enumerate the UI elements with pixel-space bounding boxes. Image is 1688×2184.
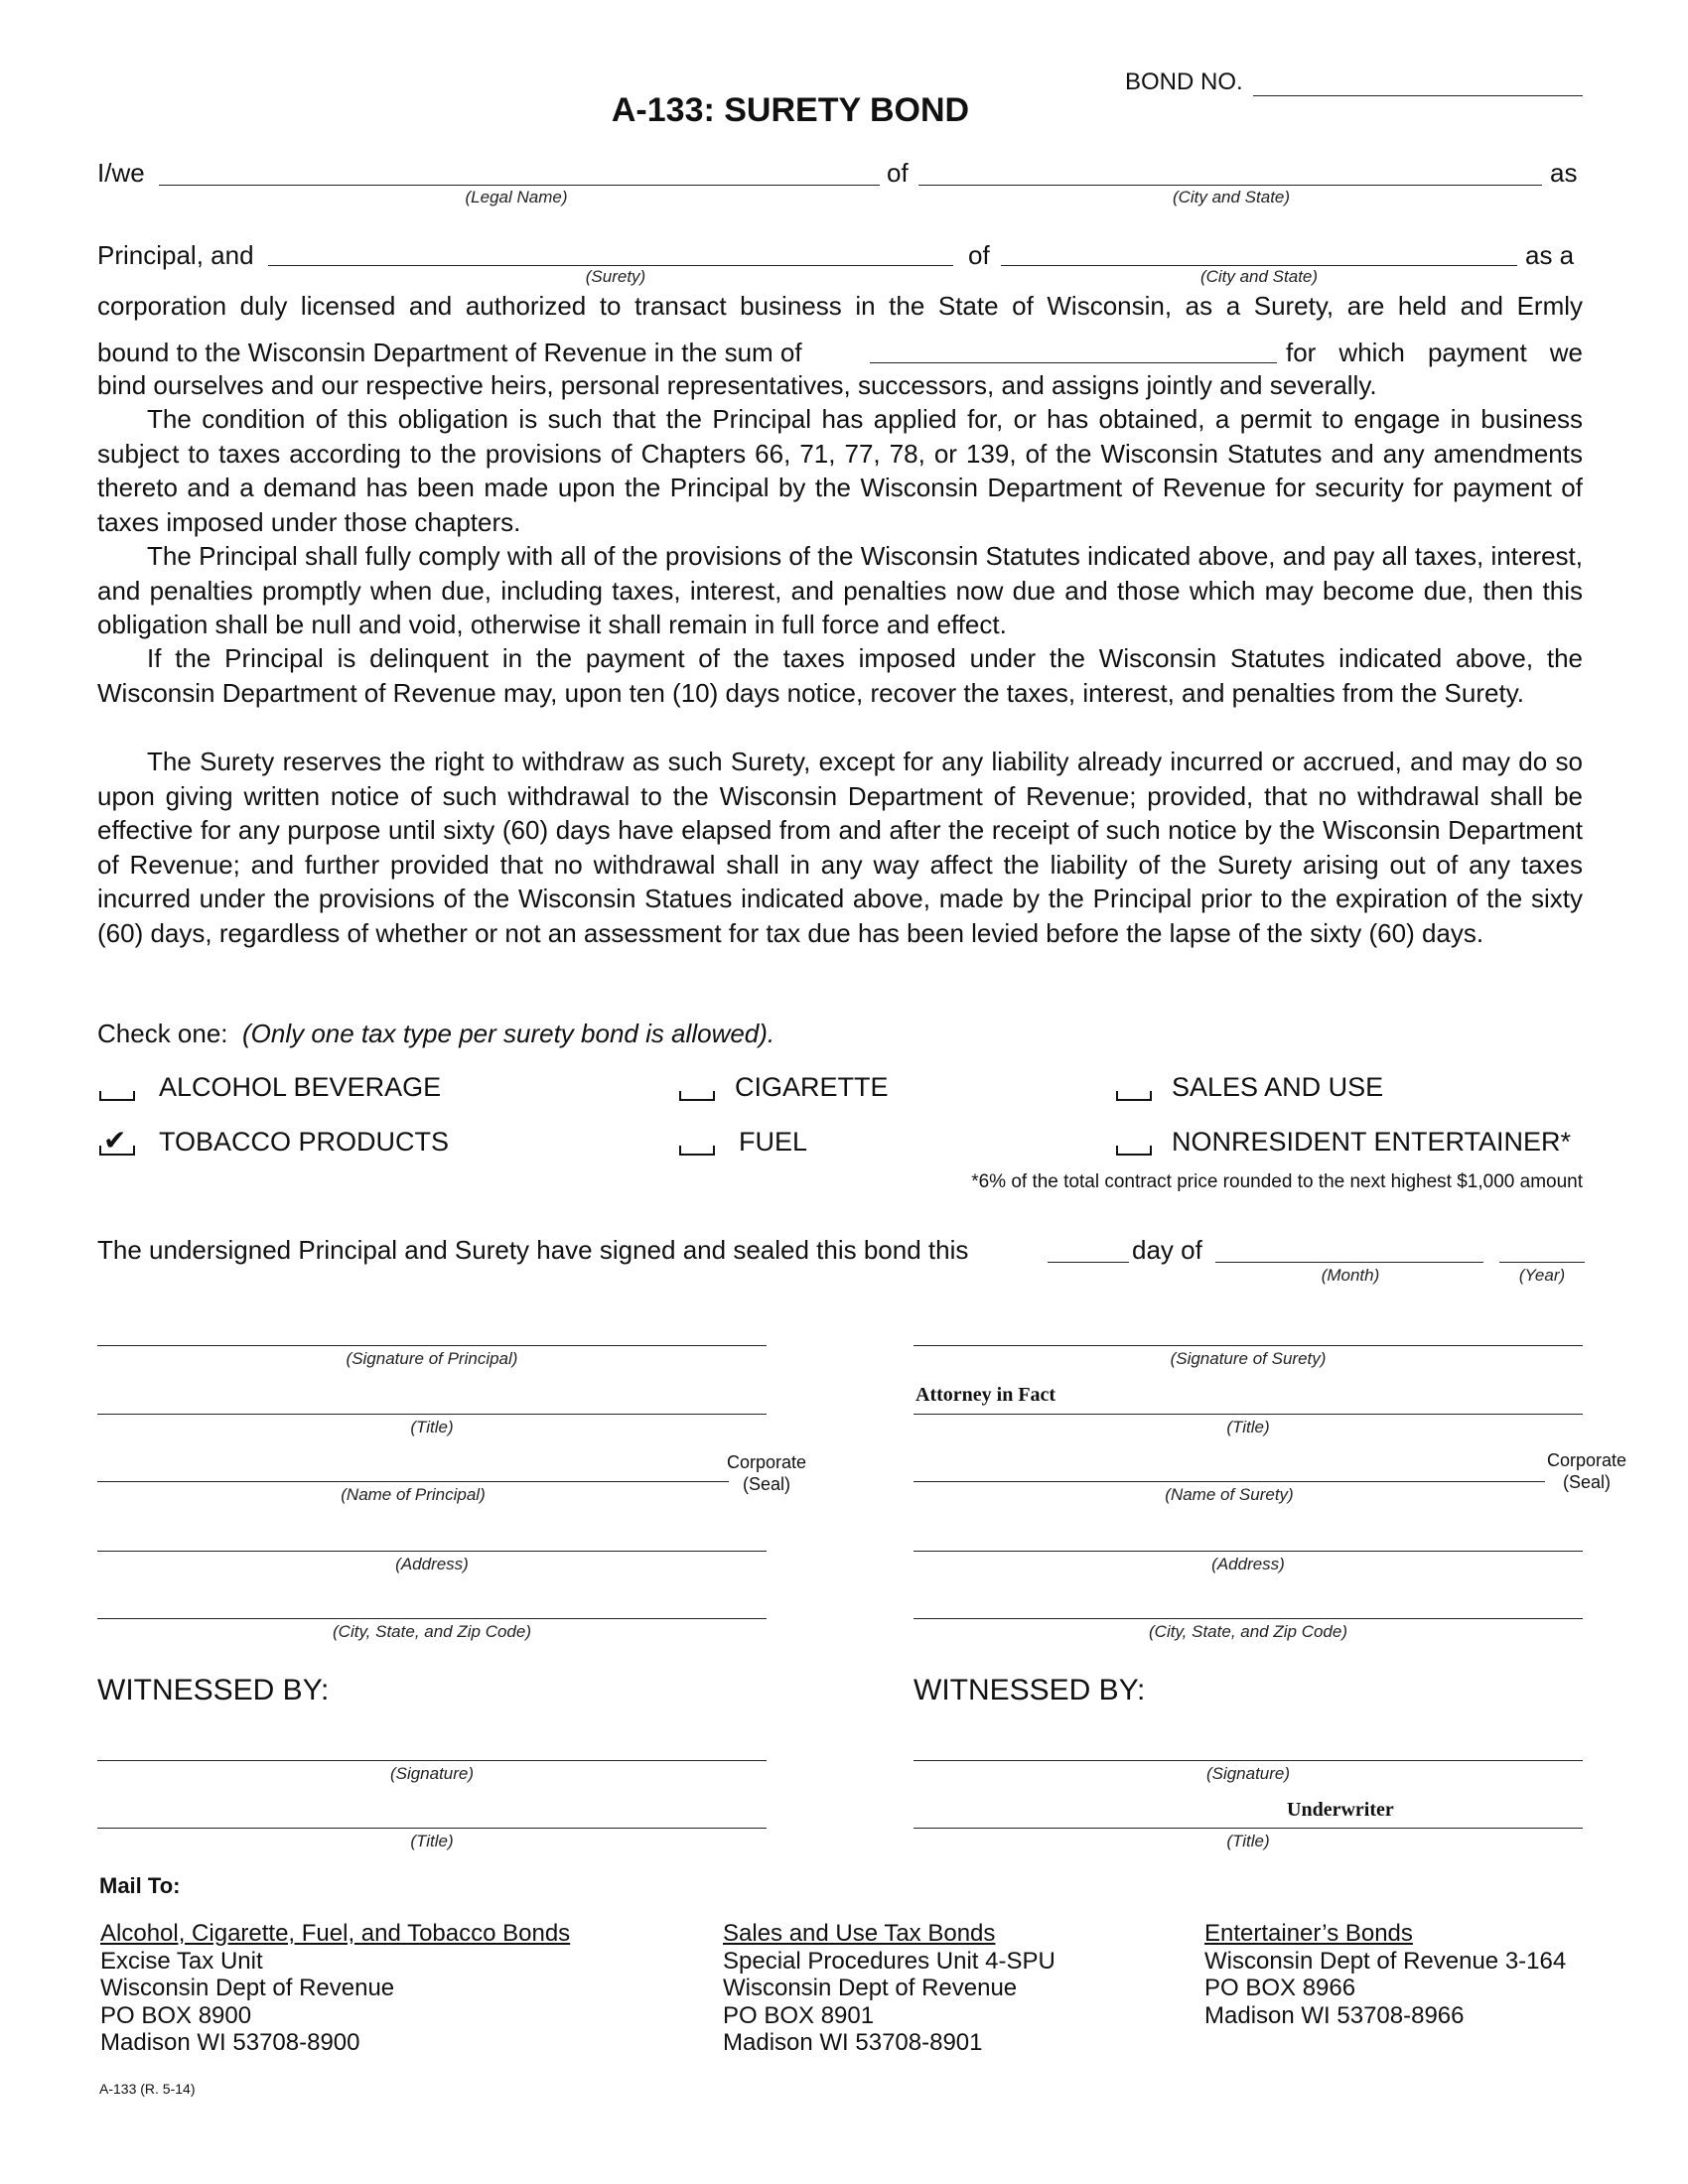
option-fuel: FUEL	[739, 1127, 808, 1157]
corporation-line: corporation duly licensed and authorized to transact business in the State of Wisconsin, as a Surety, are held and Ermly	[97, 291, 1583, 321]
check-one-label: Check one: (Only one tax type per surety bond is allowed).	[97, 1019, 775, 1048]
option-tobacco-products: TOBACCO PRODUCTS	[159, 1127, 450, 1157]
mail-line: Wisconsin Dept of Revenue 3-164	[1204, 1947, 1567, 1975]
surety-corporate-seal: Corporate (Seal)	[1546, 1450, 1627, 1492]
entertainer-footnote: *6% of the total contract price rounded to the next highest $1,000 amount	[971, 1171, 1583, 1192]
surety-name-caption: (Name of Surety)	[1165, 1485, 1294, 1504]
year-field[interactable]	[1499, 1262, 1585, 1263]
witness-right-heading: WITNESSED BY:	[914, 1674, 1146, 1706]
surety-caption: (Surety)	[585, 267, 646, 286]
principal-address-field[interactable]	[97, 1551, 767, 1552]
mail-col-entertainer	[1204, 1920, 1566, 2029]
witness-left-signature-caption: (Signature)	[389, 1764, 475, 1783]
as-a-label: as a	[1525, 240, 1575, 270]
witness-right-title-field[interactable]	[914, 1828, 1583, 1829]
bond-no-label: BOND NO.	[1125, 68, 1243, 95]
mail-col-excise	[100, 1920, 570, 2057]
witness-right-signature-caption: (Signature)	[1205, 1764, 1291, 1783]
mail-col-sales-title: Sales and Use Tax Bonds	[723, 1920, 996, 1947]
principal-address-caption: (Address)	[395, 1555, 469, 1573]
form-id: A-133 (R. 5-14)	[99, 2081, 196, 2097]
day-field[interactable]	[1048, 1262, 1129, 1263]
iwe-label: I/we	[97, 158, 145, 188]
witness-left-title-field[interactable]	[97, 1828, 767, 1829]
month-caption: (Month)	[1321, 1266, 1380, 1285]
mail-line: PO BOX 8900	[100, 2001, 252, 2029]
mail-line: Wisconsin Dept of Revenue	[100, 1975, 395, 2001]
page-title: A-133: SURETY BOND	[611, 91, 970, 129]
checkbox-fuel[interactable]	[679, 1146, 715, 1156]
mail-to-heading: Mail To:	[99, 1873, 181, 1898]
check-one-note: (Only one tax type per surety bond is allowed).	[241, 1019, 775, 1048]
withdraw-paragraph: The Surety reserves the right to withdraw as such Surety, except for any liability already incurred or accrued, and may do so upon giving written notice of such withdrawal to the Wisconsin Department of Revenue; provided, that no withdrawal shall be effective for any purpose until sixty (60) days have elapsed from and after the receipt of such notice by the Wisconsin Department of Revenue; and further provided that no withdrawal shall in any way affect the liability of the Surety arising out of any taxes incurred under the provisions of the Wisconsin Statues indicated above, made by the Principal prior to the expiration of the sixty (60) days, regardless of whether or not an assessment for tax due has been levied before the lapse of the sixty (60) days.	[97, 747, 1583, 948]
witness-right-signature-field[interactable]	[914, 1760, 1583, 1761]
legal-name-caption: (Legal Name)	[465, 188, 568, 206]
witness-left-signature-field[interactable]	[97, 1760, 767, 1761]
mail-line: Special Procedures Unit 4-SPU	[723, 1947, 1055, 1975]
surety-title-caption: (Title)	[1226, 1418, 1270, 1436]
principal-title-field[interactable]	[97, 1414, 767, 1415]
principal-corporate-seal: Corporate (Seal)	[726, 1452, 807, 1494]
mail-line: Madison WI 53708-8901	[723, 2029, 983, 2056]
witness-left-title-caption: (Title)	[410, 1832, 454, 1850]
mail-line: Madison WI 53708-8966	[1204, 2001, 1465, 2029]
underwriter-label: Underwriter	[1287, 1799, 1394, 1821]
principal-city-caption: (City, State, and Zip Code)	[333, 1622, 531, 1641]
surety-address-field[interactable]	[914, 1551, 1583, 1552]
condition-paragraph: The condition of this obligation is such that the Principal has applied for, or has obtained, a permit to engage in business subject to taxes according to the provisions of Chapters 66, 71, 77, 78, or 139, of the Wisconsin Statutes and any amendments thereto and a demand has been made upon the Principal by the Wisconsin Department of Revenue for security for payment of taxes imposed under those chapters.	[97, 404, 1583, 537]
principal-city-state-field[interactable]	[918, 185, 1542, 186]
surety-name-sig-field[interactable]	[914, 1481, 1545, 1482]
principal-signature-field[interactable]	[97, 1345, 767, 1346]
principal-signature-caption: (Signature of Principal)	[346, 1349, 518, 1368]
principal-and-label: Principal, and	[97, 240, 254, 270]
surety-signature-field[interactable]	[914, 1345, 1583, 1346]
legal-name-field[interactable]	[159, 185, 880, 186]
surety-signature-caption: (Signature of Surety)	[1170, 1349, 1327, 1368]
signed-text-b: day of	[1132, 1235, 1202, 1265]
of-label: of	[887, 158, 909, 188]
attorney-in-fact: Attorney in Fact	[915, 1384, 1056, 1406]
option-sales-and-use: SALES AND USE	[1172, 1072, 1384, 1102]
surety-name-field[interactable]	[268, 265, 953, 266]
witness-right-title-caption: (Title)	[1226, 1832, 1270, 1850]
mail-col-sales	[723, 1920, 1055, 2057]
surety-city-state-field[interactable]	[1001, 265, 1517, 266]
principal-name-caption: (Name of Principal)	[341, 1485, 486, 1504]
checkbox-sales-and-use[interactable]	[1116, 1091, 1152, 1101]
mail-line: Madison WI 53708-8900	[100, 2029, 360, 2056]
option-alcohol-beverage: ALCOHOL BEVERAGE	[159, 1072, 442, 1102]
surety-address-caption: (Address)	[1211, 1555, 1285, 1573]
mail-col-excise-title: Alcohol, Cigarette, Fuel, and Tobacco Bonds	[100, 1920, 571, 1947]
checkbox-alcohol-beverage[interactable]	[99, 1091, 135, 1101]
mail-col-entertainer-title: Entertainer’s Bonds	[1204, 1920, 1413, 1947]
signed-text-a: The undersigned Principal and Surety have signed and sealed this bond this	[97, 1235, 969, 1265]
as-label: as	[1550, 158, 1578, 188]
checkmark-icon: ✔	[103, 1125, 127, 1156]
surety-title-field[interactable]	[914, 1414, 1583, 1415]
surety-city-field[interactable]	[914, 1618, 1583, 1619]
month-field[interactable]	[1215, 1262, 1483, 1263]
city-state-caption: (City and State)	[1172, 188, 1291, 206]
year-caption: (Year)	[1518, 1266, 1566, 1285]
bound-line-a: bound to the Wisconsin Department of Revenue in the sum of	[97, 338, 802, 367]
checkbox-nonresident-entertainer[interactable]	[1116, 1146, 1152, 1156]
bind-line: bind ourselves and our respective heirs, personal representatives, successors, and assigns jointly and severally.	[97, 370, 1377, 400]
option-nonresident-entertainer: NONRESIDENT ENTERTAINER*	[1172, 1127, 1572, 1157]
bound-line-b: for which payment we	[1286, 338, 1583, 367]
surety-city-state-caption: (City and State)	[1199, 267, 1319, 286]
witness-left-heading: WITNESSED BY:	[97, 1674, 330, 1706]
principal-city-field[interactable]	[97, 1618, 767, 1619]
mail-line: PO BOX 8966	[1204, 1975, 1356, 2001]
mail-line: Excise Tax Unit	[100, 1947, 263, 1975]
mail-line: Wisconsin Dept of Revenue	[723, 1975, 1018, 2001]
comply-paragraph: The Principal shall fully comply with all of the provisions of the Wisconsin Statutes indicated above, and pay all taxes, interest, and penalties promptly when due, including taxes, interest, and penalties now due and those which may become due, then this obligation shall be null and void, otherwise it shall remain in full force and effect.	[97, 541, 1583, 639]
delinquent-paragraph: If the Principal is delinquent in the payment of the taxes imposed under the Wisconsin Statutes indicated above, the Wisconsin Department of Revenue may, upon ten (10) days notice, recover the taxes, interest, and penalties from the Surety.	[97, 643, 1583, 708]
mail-line: PO BOX 8901	[723, 2001, 875, 2029]
surety-of-label: of	[968, 240, 990, 270]
sum-field[interactable]	[870, 362, 1277, 363]
surety-city-caption: (City, State, and Zip Code)	[1149, 1622, 1347, 1641]
checkbox-cigarette[interactable]	[679, 1091, 715, 1101]
option-cigarette: CIGARETTE	[735, 1072, 889, 1102]
principal-title-caption: (Title)	[410, 1418, 454, 1436]
principal-name-field[interactable]	[97, 1481, 729, 1482]
